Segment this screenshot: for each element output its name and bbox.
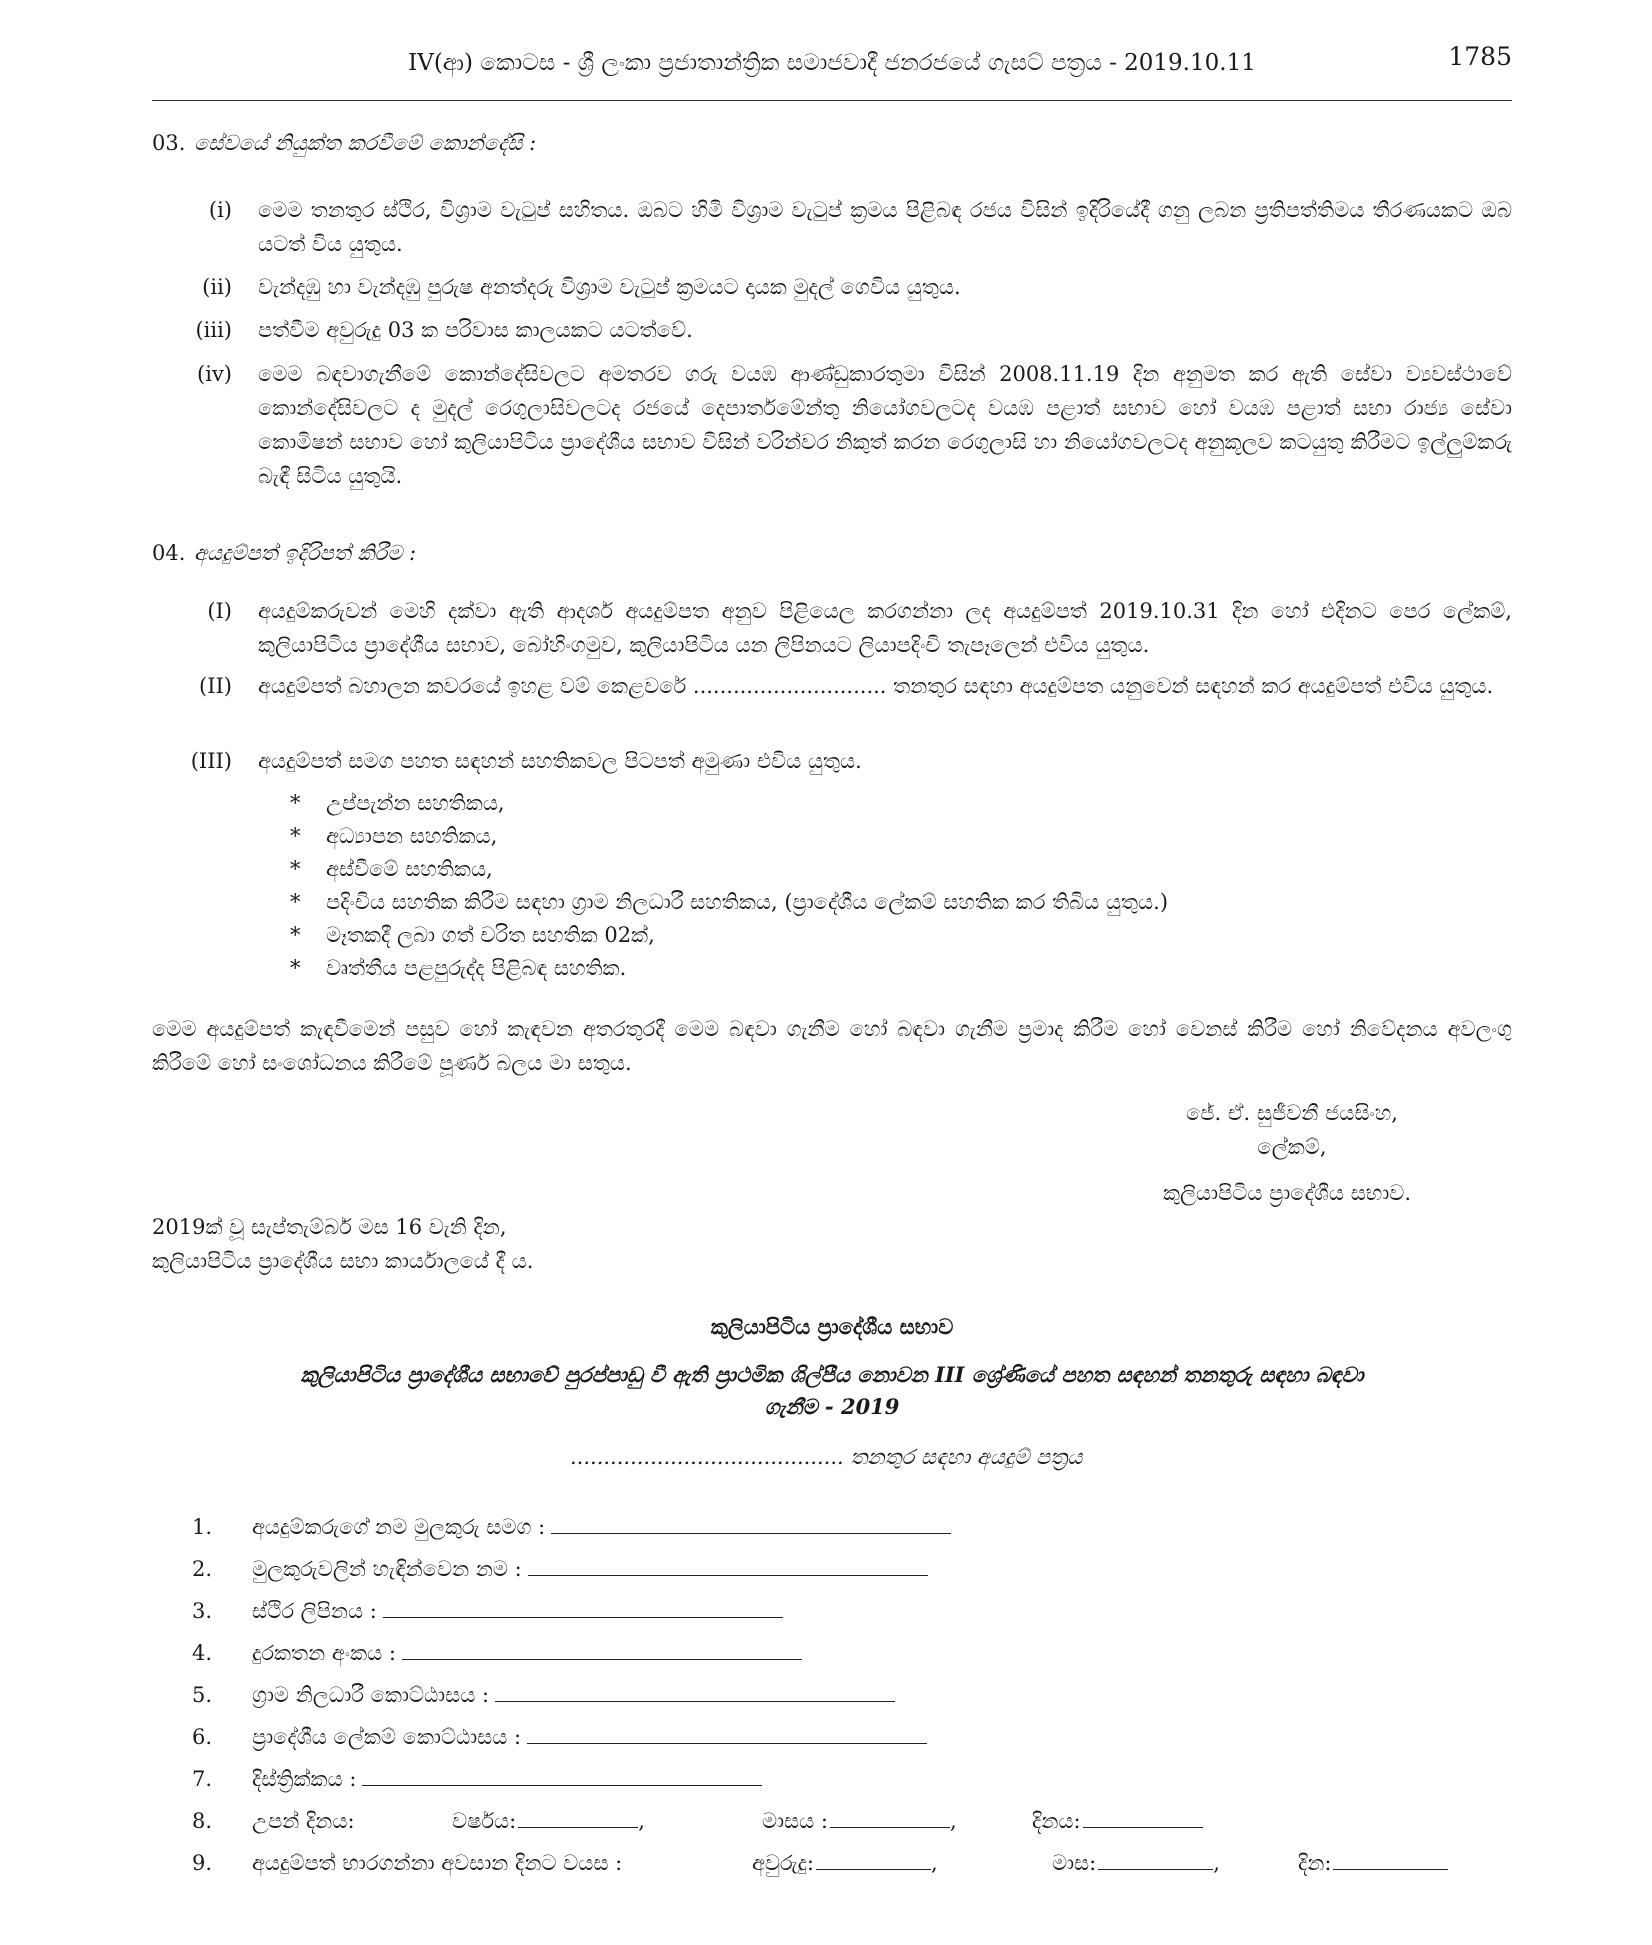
dob-month-input-line[interactable]: [830, 1809, 950, 1828]
form-title: ......................................... තනතුර සඳහා අයදුම් පත්‍රය: [570, 1445, 1083, 1469]
certificate-bullet: * පදිංචිය සහතික කිරීම සඳහා ග්‍රාම නිලධාරී සහතිකය, (ප්‍රාදේශීය ලේකම් සහතික කර තිබිය යුතුය.): [290, 890, 1169, 914]
signatory-office: කුලියාපිටිය ප්‍රාදේශීය සභාව.: [1162, 1181, 1412, 1205]
telephone-input-line[interactable]: [402, 1641, 802, 1660]
age-years-input-line[interactable]: [816, 1851, 931, 1870]
field-label: ස්ථිර ලිපිනය :: [252, 1599, 377, 1623]
gazette-header-title: IV(ආ) කොටස - ශ්‍රී ලංකා ප්‍රජාතාන්ත්‍රික සමාජවාදී ජනරජයේ ගැසට් පත්‍රය - 2019.10.11: [408, 50, 1256, 76]
header-divider: [152, 100, 1512, 101]
item-text: පත්වීම අවුරුදු 03 ක පරිවාස කාලයකට යටත්වේ.: [258, 318, 693, 342]
certificate-bullet: * වෘත්තීය පළපුරුද්ද පිළිබඳ සහතික.: [290, 956, 627, 980]
item-marker: (iv): [197, 362, 232, 386]
item-marker: (i): [208, 198, 232, 222]
certificate-bullet: * අධ්‍යාපන සහතිකය,: [290, 824, 498, 848]
field-label: අයදුම්පත් භාරගන්නා අවසාන දිනට වයස :: [252, 1851, 623, 1875]
gn-division-input-line[interactable]: [495, 1683, 895, 1702]
form-subheading-line2: ගැනීම - 2019: [764, 1394, 900, 1419]
age-months-input-line[interactable]: [1098, 1851, 1213, 1870]
signatory-designation: ලේකම්,: [1257, 1135, 1327, 1159]
field-label: දුරකතන අංකය :: [252, 1641, 397, 1665]
section-3-number: 03.: [152, 131, 186, 155]
dateline-date: 2019ක් වූ සැප්තැම්බර් මස 16 වැනි දින,: [152, 1215, 507, 1239]
form-subheading: කුලියාපිටිය ප්‍රාදේශීය සභාවේ පුරප්පාඩු වී ඇති ප්‍රාථමික ශිල්පීය නොවන III ශ්‍රේණියේ පහත සඳහන් තනතුරු සඳහා බඳවා: [300, 1362, 1364, 1387]
item-text: අයදුම්කරුවන් මෙහි දක්වා ඇති ආදර්ශ අයදුම්පත අනුව පිළියෙල කරගන්නා ලද අයදුම්පත් 2019.10.31 දින හෝ එදිනට පෙර ලේකම්, කුලියාපිටිය ප්‍රාදේශීය සභාව, බෝහිංගමුව, කුලියාපිටිය යන ලිපිනයට ලියාපදිංචි තැපෑලෙන් එවිය යුතුය.: [258, 599, 1512, 657]
full-name-input-line[interactable]: [551, 1515, 951, 1534]
item-text: අයදුම්පත් බහාලන කවරයේ ඉහළ වම් කෙළවරේ ............................. තනතුර සඳහා අයදුම්පත යනුවෙන් සඳහන් කර අයදුම්පත් එවිය යුතුය.: [258, 674, 1494, 698]
item-marker: (III): [190, 749, 232, 773]
grade-numeral: III: [935, 1362, 965, 1387]
certificate-bullet: * අස්වීමේ සහතිකය,: [290, 857, 493, 881]
page-header: [152, 40, 1512, 84]
district-input-line[interactable]: [362, 1767, 762, 1786]
signatory-name: ජේ. ඒ. සුජීවනී ජයසිංහ,: [1186, 1101, 1398, 1125]
section-3-heading: [152, 126, 536, 160]
field-label: උපන් දිනය:: [252, 1809, 355, 1833]
name-by-initials-input-line[interactable]: [528, 1557, 928, 1576]
item-marker: (iii): [195, 318, 232, 342]
certificate-bullet: * උප්පැන්න සහතිකය,: [290, 791, 505, 815]
item-marker: (ii): [202, 275, 232, 299]
page-number: 1785: [1448, 42, 1512, 71]
section-4-title: අයදුම්පත් ඉදිරිපත් කිරීම :: [194, 541, 417, 565]
dob-year-input-line[interactable]: [518, 1809, 638, 1828]
field-label: මුලකුරුවලින් හැඳින්වෙන නම :: [252, 1557, 522, 1581]
item-text: අයදුම්පත් සමග පහත සඳහන් සහතිකවල පිටපත් අමුණා එවිය යුතුය.: [258, 749, 862, 773]
item-text: මෙම බඳවාගැනීමේ කොන්දේසිවලට අමතරව ගරු වයඹ ආණ්ඩුකාරතුමා විසින් 2008.11.19 දින අනුමත කර ඇති සේවා ව්‍යවස්ථාවේ කොන්දේසිවලට ද මුදල් රෙගුලාසිවලටද රජයේ දෙපාර්තමේන්තු නියෝගවලටද වයඹ පළාත් සභාව හෝ වයඹ පළාත් සභා රාජ්‍ය සේවා කොමිෂන් සභාව හෝ කුලියාපිටිය ප්‍රාදේශීය සභාව විසින් වරින්වර නිකුත් කරන රෙගුලාසි හා නියෝගවලටද අනුකූලව කටයුතු කිරීමට ඉල්ලුම්කරු බැඳී සිටිය යුතුයි.: [258, 362, 1512, 488]
ds-division-input-line[interactable]: [527, 1725, 927, 1744]
section-4-number: 04.: [152, 541, 186, 565]
dateline-place: කුලියාපිටිය ප්‍රාදේශීය සභා කාර්යාලයේ දී ය.: [152, 1249, 534, 1273]
field-label: අයදුම්කරුගේ නම මුලකුරු සමග :: [252, 1515, 546, 1539]
item-marker: (I): [207, 599, 232, 623]
item-text: මෙම තනතුර ස්ථිර, විශ්‍රාම වැටුප් සහිතය. ඔබට හිමි විශ්‍රාම වැටුප් ක්‍රමය පිළිබඳ රජය විසින් ඉදිරියේදී ගනු ලබන ප්‍රතිපත්තිමය තීරණයකට ඔබ යටත් විය යුතුය.: [258, 198, 1512, 256]
closing-paragraph: මෙම අයදුම්පත් කැඳවීමෙන් පසුව හෝ කැඳවන අතරතුරදී මෙම බඳවා ගැනීම හෝ බඳවා ගැනීම ප්‍රමාද කිරීම හෝ වෙනස් කිරීම හෝ නිවේදනය අවලංගු කිරීමේ හෝ සංශෝධනය කිරීමේ පූර්ණ බලය මා සතුය.: [152, 1017, 1512, 1075]
certificate-bullet: * මෑතකදී ලබා ගත් චරිත සහතික 02ක්,: [290, 923, 655, 947]
form-heading: කුලියාපිටිය ප්‍රාදේශීය සභාව: [710, 1314, 954, 1339]
item-text: වැන්දඹු හා වැන්දඹු පුරුෂ අනත්දරු විශ්‍රාම වැටුප් ක්‍රමයට දායක මුදල් ගෙවිය යුතුය.: [258, 275, 961, 299]
field-label: ප්‍රාදේශීය ලේකම් කොට්ඨාසය :: [252, 1725, 522, 1749]
age-days-input-line[interactable]: [1333, 1851, 1448, 1870]
field-label: ග්‍රාම නිලධාරී කොට්ඨාසය :: [252, 1683, 490, 1707]
section-3-title: සේවයේ නියුක්ත කරවීමේ කොන්දේසි :: [194, 131, 537, 155]
field-label: දිස්ත්‍රික්කය :: [252, 1767, 357, 1791]
section-4-heading: [152, 536, 416, 570]
item-marker: (II): [199, 674, 232, 698]
dob-day-input-line[interactable]: [1083, 1809, 1203, 1828]
permanent-address-input-line[interactable]: [383, 1599, 783, 1618]
